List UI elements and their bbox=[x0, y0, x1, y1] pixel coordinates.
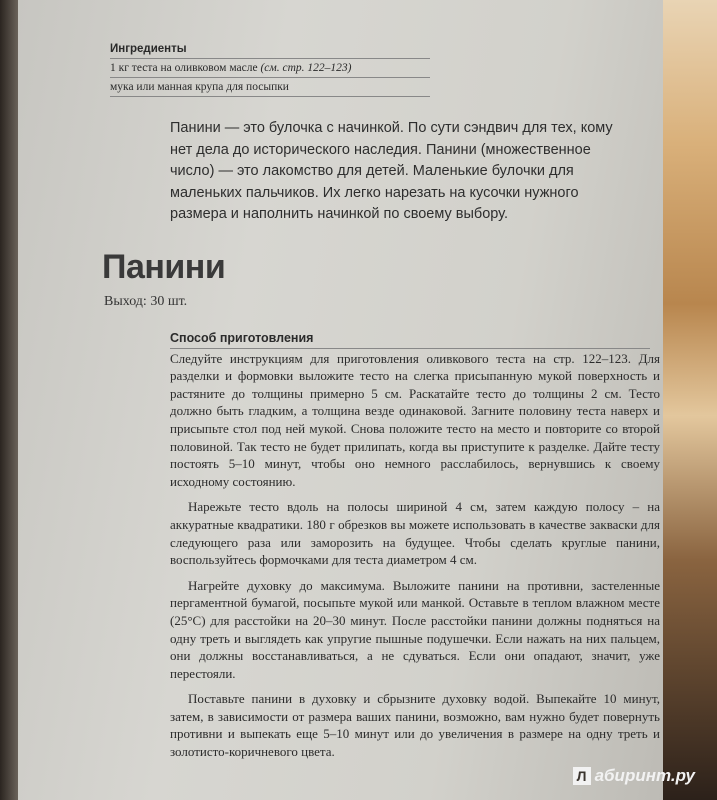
watermark-logo-icon: Л bbox=[573, 767, 591, 785]
method-paragraph: Поставьте панини в духовку и сбрызните духовку водой. Выпекайте 10 минут, затем, в зависимости от размера ваших панини, возможно, вам нужно будет повернуть противни и выпекать еще 5–10 минут или до увеличения в размере на одну треть и золотисто-коричневого цвета. bbox=[170, 691, 660, 760]
method-paragraph: Нарежьте тесто вдоль на полосы шириной 4 см, затем каждую полосу – на аккуратные квадратики. 180 г обрезков вы можете использовать в качестве закваски для следующего раза или заморозить на будущее. Чтобы сделать круглые панини, воспользуйтесь формочками для теста диаметром 4 см. bbox=[170, 499, 660, 568]
recipe-yield: Выход: 30 шт. bbox=[104, 294, 188, 309]
watermark bbox=[573, 766, 695, 786]
ingredients-block bbox=[110, 40, 430, 97]
method-block bbox=[170, 330, 660, 769]
ingredient-text: мука или манная крупа для посыпки bbox=[110, 81, 289, 93]
ingredient-item bbox=[110, 59, 430, 78]
ingredient-text: 1 кг теста на оливковом масле bbox=[110, 62, 261, 74]
method-paragraph: Нагрейте духовку до максимума. Выложите панини на противни, застеленные пергаментной бумагой, посыпьте мукой или манкой. Оставьте в теплом влажном месте (25°C) для расстойки на 20–30 минут. После расстойки панини должны подняться на одну треть и выглядеть как упругие пышные подушечки. Если нажать на них пальцем, они должны восстанавливаться, а не сдуваться. Если они опадают, значит, уже перестояли. bbox=[170, 577, 660, 681]
method-title: Способ приготовления bbox=[170, 330, 650, 349]
book-page bbox=[18, 0, 663, 800]
recipe-title: Панини bbox=[102, 248, 226, 286]
ingredient-item bbox=[110, 78, 430, 97]
ingredients-title: Ингредиенты bbox=[110, 40, 430, 59]
intro-text: Панини — это булочка с начинкой. По сути сэндвич для тех, кому нет дела до исторического наследия. Панини (множественное число) — это лакомство для детей. Маленькие булочки для маленьких пальчиков. Их легко нарезать на кусочки нужного размера и наполнить начинкой по своему выбору. bbox=[170, 120, 613, 222]
method-paragraph: Следуйте инструкциям для приготовления оливкового теста на стр. 122–123. Для разделки и формовки выложите тесто на слегка присыпанную мукой поверхность и растяните до толщины примерно 5 см. Раскатайте тесто до толщины 2 см. Тесто должно быть гладким, а толщина везде одинаковой. Загните половину теста наверх и присыпьте стол под ней мукой. Снова положите тесто на место и повторите со второй половиной. Так тесто не будет прилипать, когда вы приступите к разделке. Дайте тесту постоять 5–10 минут, чтобы оно немного расслабилось, вернувшись к своему исходному состоянию. bbox=[170, 350, 660, 489]
book-gutter bbox=[0, 0, 18, 800]
watermark-text: абиринт.ру bbox=[594, 766, 695, 785]
ingredient-note: (см. стр. 122–123) bbox=[260, 62, 352, 74]
